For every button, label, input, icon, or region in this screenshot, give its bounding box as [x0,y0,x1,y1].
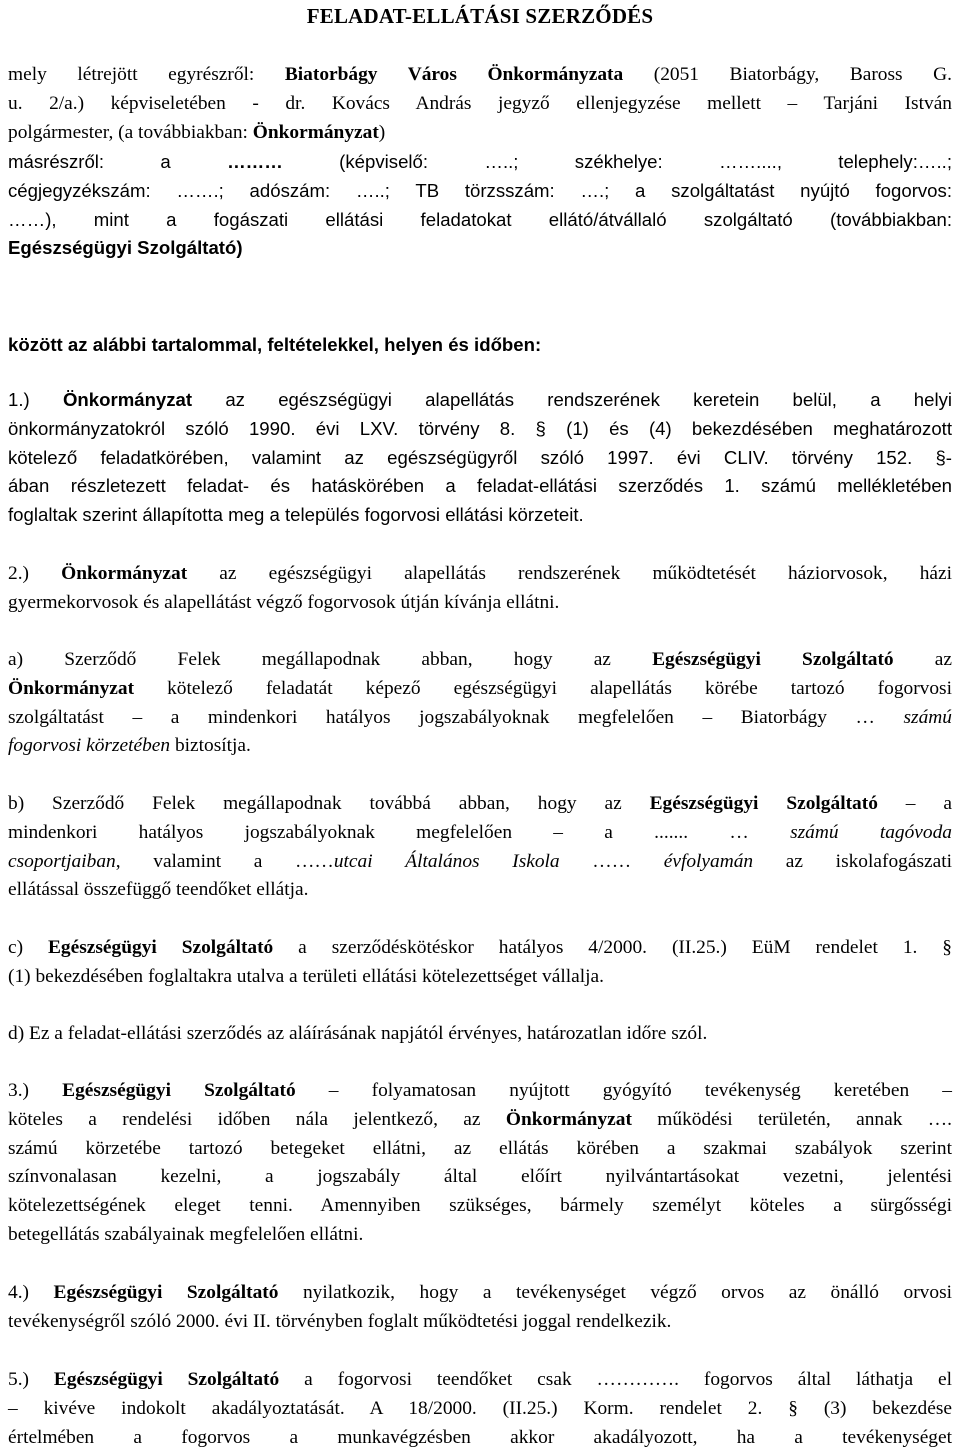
s1-line-2: önkormányzatokról szóló 1990. évi LXV. törvény 8. § (1) és (4) bekezdésében meghatározott [8,417,952,439]
s2b-line-4: ellátással összefüggő teendőket ellátja. [8,879,309,901]
intro-paragraph [8,61,952,147]
s3-line-2: köteles a rendelési időben nála jelentkező, az Önkormányzat működési területén, annak …. [8,1108,952,1130]
s3-line-5: kötelezettségének eleget tenni. Amennyiben szükséges, bármely személyt köteles a sürgősségi [8,1195,952,1217]
s3-line-3: számú körzetébe tartozó betegeket ellátni, az ellátás körében a szakmai szabályok szerint [8,1137,952,1159]
section-1 [8,386,952,530]
s2b-line-3: csoportjaiban, valamint a ……utcai Általános Iskola …… évfolyamán az iskolafogászati [8,850,952,872]
s2-line-2: gyermekorvosok és alapellátást végző fogorvosok útján kívánja ellátni. [8,591,560,613]
intro-line-3: polgármester, (a továbbiakban: Önkormányzat) [8,121,386,143]
s5-line-1: 5.) Egészségügyi Szolgáltató a fogorvosi teendőket csak …………. fogorvos által láthatja el [8,1369,952,1390]
s2a-line-3: szolgáltatást – a mindenkori hatályos jogszabályoknak megfelelően – Biatorbágy … számú [8,706,952,728]
section-5 [8,1366,952,1452]
s2c-line-2: (1) bekezdésében foglaltakra utalva a területi ellátási kötelezettséget vállalja. [8,965,604,987]
party2-line-4: Egészségügyi Szolgáltató) [8,237,243,259]
s2a-line-1: a) Szerződő Felek megállapodnak abban, hogy az Egészségügyi Szolgáltató az [8,649,953,670]
s3-line-1: 3.) Egészségügyi Szolgáltató – folyamatosan nyújtott gyógyító tevékenység keretében – [8,1080,952,1101]
s2c-line-1: c) Egészségügyi Szolgáltató a szerződéskötéskor hatályos 4/2000. (II.25.) EüM rendelet 1. § [8,937,952,958]
s1-line-4: ában részletezett feladat- és hatáskörében a feladat-ellátási szerződés 1. számú mellékletében [8,475,952,497]
party2-line-2: cégjegyzékszám: …….; adószám: …..; TB törzsszám: ….; a szolgáltatást nyújtó fogorvos: [8,179,952,201]
s4-line-2: tevékenységről szóló 2000. évi II. törvényben foglalt működtetési joggal rendelkezik. [8,1310,672,1332]
s1-line-1: 1.) Önkormányzat az egészségügyi alapellátás rendszerének keretein belül, a helyi [8,389,952,410]
s5-line-3: értelmében a fogorvos a munkavégzésben akkor akadályozott, ha a tevékenységet [8,1426,952,1448]
s2b-line-2: mindenkori hatályos jogszabályoknak megfelelően – a ....... … számú tagóvoda [8,821,952,843]
s2d-line-1: d) Ez a feladat-ellátási szerződés az aláírásának napjától érvényes, határozatlan időre szól. [8,1023,708,1044]
s2-line-1: 2.) Önkormányzat az egészségügyi alapellátás rendszerének működtetését háziorvosok, házi [8,563,952,584]
between-heading: között az alábbi tartalommal, feltételekkel, helyen és időben: [8,334,542,355]
s3-line-6: betegellátás szabályainak megfelelően ellátni. [8,1223,364,1245]
s1-line-5: foglaltak szerint állapította meg a település fogorvosi ellátási körzeteit. [8,504,584,526]
s3-line-4: színvonalasan kezelni, a jogszabály által előírt nyilvántartásokat vezetni, jelentési [8,1166,952,1188]
section-2d [8,1020,952,1049]
intro-line-2: u. 2/a.) képviseletében - dr. Kovács András jegyző ellenjegyzése mellett – Tarjáni István [8,92,952,114]
s2b-line-1: b) Szerződő Felek megállapodnak továbbá abban, hogy az Egészségügyi Szolgáltató – a [8,793,953,814]
s5-line-2: – kivéve indokolt akadályoztatását. A 18/2000. (II.25.) Korm. rendelet 2. § (3) bekezdése [8,1397,952,1419]
s4-line-1: 4.) Egészségügyi Szolgáltató nyilatkozik, hogy a tevékenységet végző orvos az önálló orvosi [8,1282,952,1303]
section-2a [8,646,952,761]
party2-line-1: másrészről: a ……… (képviselő: …..; székhelye: ……...., telephely:…..; [8,151,952,172]
section-3 [8,1077,952,1250]
document-title: FELADAT-ELLÁTÁSI SZERZŐDÉS [306,4,654,28]
section-2c [8,934,952,992]
section-2 [8,560,952,618]
s1-line-3: kötelező feladatkörében, valamint az egészségügyről szóló 1997. évi CLIV. törvény 152. §- [8,446,952,468]
section-4 [8,1279,952,1337]
party2-paragraph [8,148,952,263]
party2-line-3: ……), mint a fogászati ellátási feladatokat ellátó/átvállaló szolgáltató (továbbiakban: [8,208,952,230]
section-2b [8,790,952,905]
intro-line-1: mely létrejött egyrészről: Biatorbágy Város Önkormányzata (2051 Biatorbágy, Baross G. [8,64,952,85]
s2a-line-2: Önkormányzat kötelező feladatát képező egészségügyi alapellátás körébe tartozó fogorvosi [8,677,952,699]
s2a-line-4: fogorvosi körzetében biztosítja. [8,735,251,757]
